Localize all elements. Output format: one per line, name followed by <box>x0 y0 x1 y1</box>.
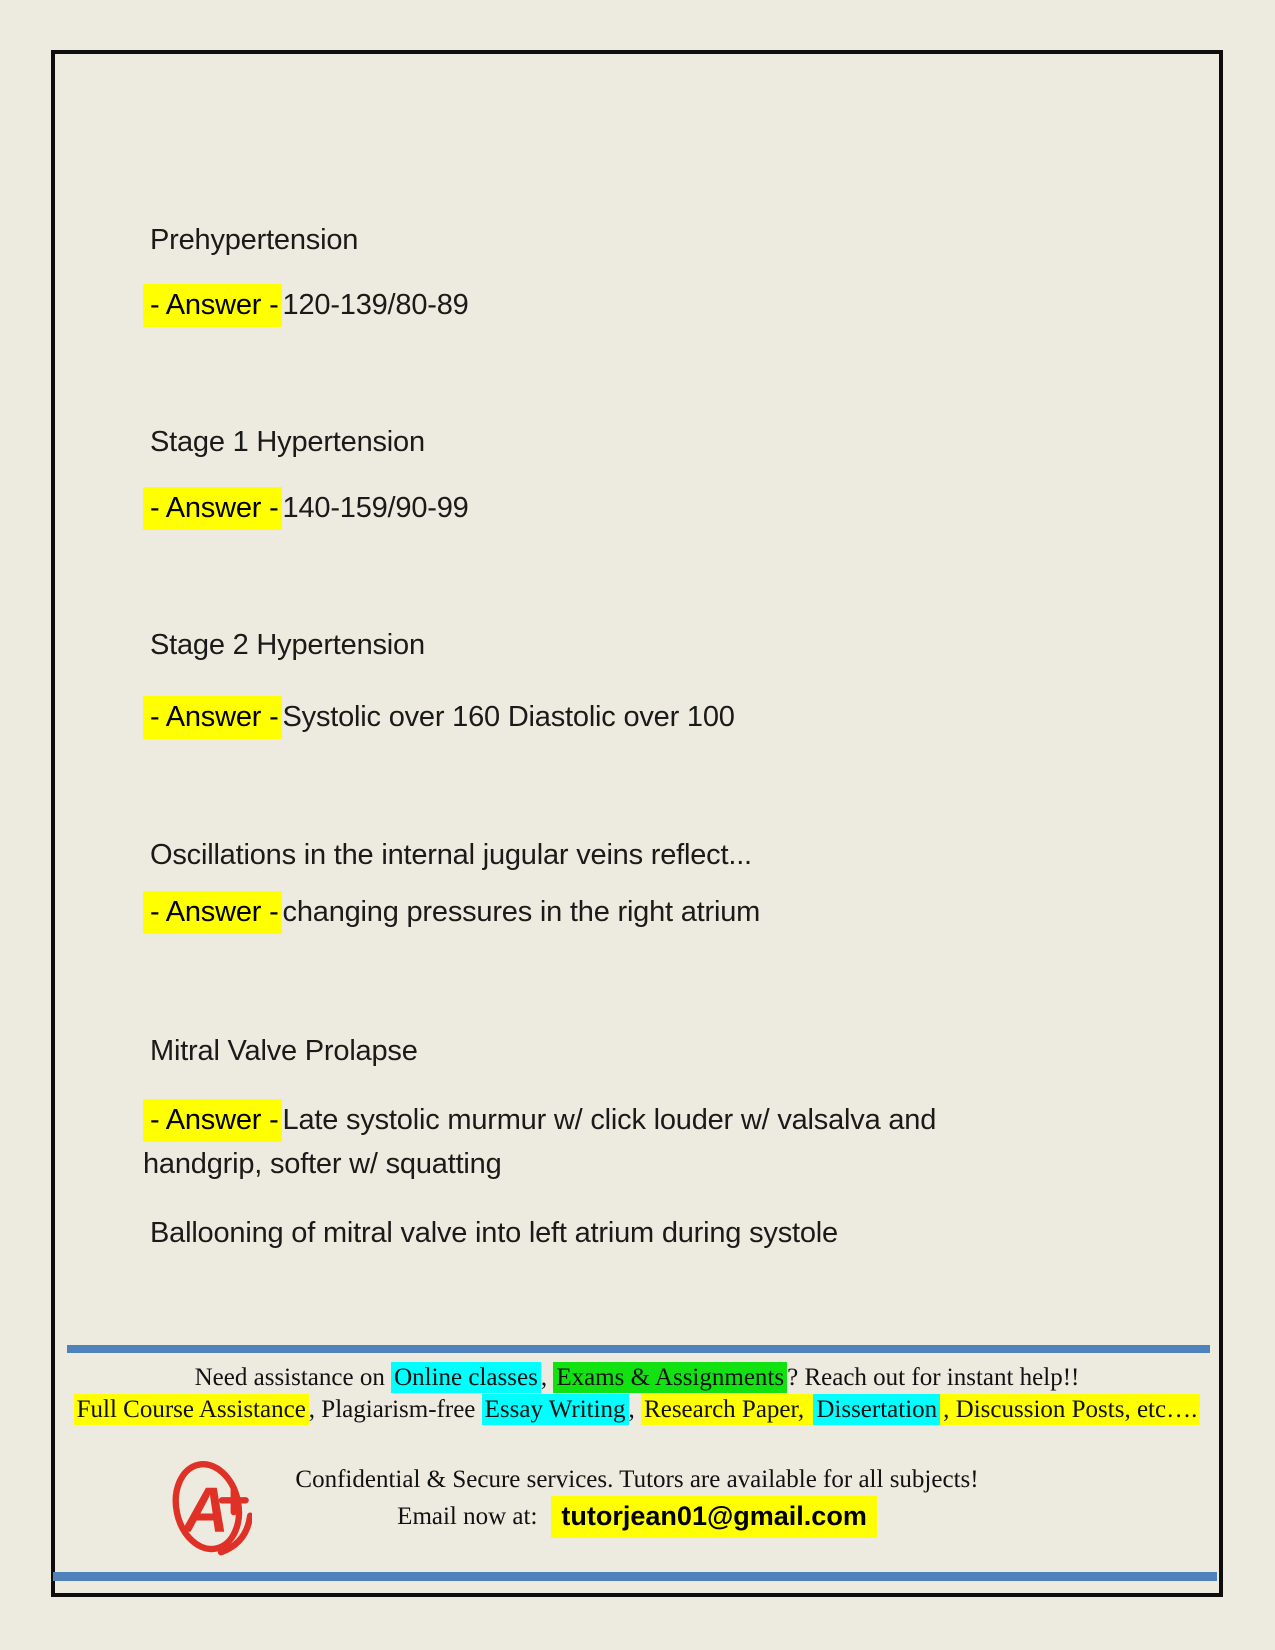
flashcard-answer <box>143 891 1153 933</box>
flashcard-question: Prehypertension <box>150 224 359 256</box>
highlight-exams-assignments: Exams & Assignments <box>553 1362 787 1393</box>
answer-label-highlight: - Answer - <box>143 696 282 739</box>
answer-text: changing pressures in the right atrium <box>282 896 761 928</box>
answer-label-highlight: - Answer - <box>143 1099 282 1142</box>
promo1-post: ? Reach out for instant help!! <box>787 1364 1080 1391</box>
svg-text:A: A <box>182 1474 229 1547</box>
confidential-line: Confidential & Secure services. Tutors are available for all subjects! <box>295 1466 979 1493</box>
highlight-online-classes: Online classes <box>391 1362 541 1393</box>
divider-rule-top <box>67 1345 1210 1353</box>
flashcard-question: Mitral Valve Prolapse <box>150 1035 418 1067</box>
divider-rule-bottom <box>53 1572 1217 1581</box>
highlight-dissertation: Dissertation <box>813 1394 940 1425</box>
answer-text-line2: handgrip, softer w/ squatting <box>143 1148 502 1180</box>
promo-line-1 <box>55 1362 1219 1393</box>
promo1-sep: , <box>540 1364 554 1391</box>
answer-text: 140-159/90-99 <box>282 492 469 524</box>
flashcard-question: Oscillations in the internal jugular veins reflect... <box>150 839 752 871</box>
flashcard-answer <box>143 696 1153 738</box>
answer-label-highlight: - Answer - <box>143 487 282 530</box>
email-address[interactable]: tutorjean01@gmail.com <box>551 1496 876 1538</box>
promo2-plain1: , Plagiarism-free <box>308 1396 482 1423</box>
highlight-essay-writing: Essay Writing <box>482 1394 629 1425</box>
email-row <box>55 1496 1219 1538</box>
answer-label-highlight: - Answer - <box>143 891 282 934</box>
answer-label-highlight: - Answer - <box>143 284 282 327</box>
email-label: Email now at: <box>397 1503 538 1530</box>
answer-text: Systolic over 160 Diastolic over 100 <box>282 701 735 733</box>
flashcard-answer <box>143 284 1153 326</box>
promo2-plain2: , <box>628 1396 642 1423</box>
highlight-discussion-posts: , Discussion Posts, etc…. <box>940 1394 1200 1425</box>
flashcard-question: Stage 2 Hypertension <box>150 629 425 661</box>
flashcard-note: Ballooning of mitral valve into left atrium during systole <box>150 1217 838 1249</box>
answer-text: 120-139/80-89 <box>282 289 469 321</box>
answer-text-line1: Late systolic murmur w/ click louder w/ valsalva and <box>282 1104 937 1136</box>
promo-line-2 <box>55 1394 1219 1425</box>
highlight-full-course: Full Course Assistance <box>74 1394 309 1425</box>
promo1-pre: Need assistance on <box>194 1364 392 1391</box>
flashcard-answer <box>143 487 1153 529</box>
flashcard-question: Stage 1 Hypertension <box>150 426 425 458</box>
flashcard-answer <box>143 1098 1153 1186</box>
highlight-research-paper: Research Paper, <box>641 1394 813 1425</box>
